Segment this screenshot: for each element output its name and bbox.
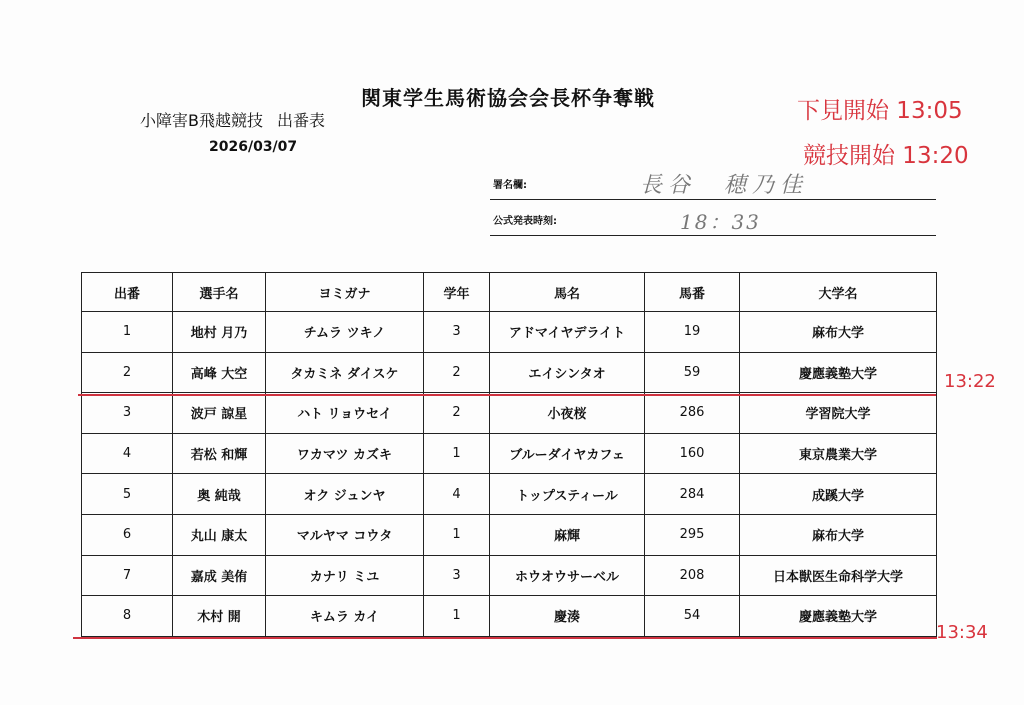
cell-horse-name: 慶湊 xyxy=(490,596,645,637)
cell-kana: ハト リョウセイ xyxy=(266,393,424,434)
cell-order: 5 xyxy=(82,474,173,515)
cell-kana: キムラ カイ xyxy=(266,596,424,637)
cell-grade: 2 xyxy=(424,393,490,434)
cell-rider-name: 若松 和輝 xyxy=(173,433,266,474)
cell-kana: カナリ ミユ xyxy=(266,555,424,596)
table-row xyxy=(82,474,937,515)
cell-rider-name: 嘉成 美侑 xyxy=(173,555,266,596)
handwritten-divider-line xyxy=(78,394,936,396)
announce-time-handwriting: 18：33 xyxy=(680,210,761,234)
header-horse-number: 馬番 xyxy=(645,273,740,312)
cell-horse-name: アドマイヤデライト xyxy=(490,312,645,353)
signature-handwriting: 長谷 穂乃佳 xyxy=(640,173,809,198)
cell-rider-name: 地村 月乃 xyxy=(173,312,266,353)
cell-order: 3 xyxy=(82,393,173,434)
cell-horse-name: ホウオウサーベル xyxy=(490,555,645,596)
cell-kana: オク ジュンヤ xyxy=(266,474,424,515)
cell-grade: 3 xyxy=(424,555,490,596)
cell-horse-name: ブルーダイヤカフェ xyxy=(490,433,645,474)
cell-grade: 3 xyxy=(424,312,490,353)
cell-horse-name: エイシンタオ xyxy=(490,352,645,393)
break-time-note: 13:22 xyxy=(944,371,996,392)
cell-university: 麻布大学 xyxy=(740,514,937,555)
header-rider-name: 選手名 xyxy=(173,273,266,312)
cell-university: 麻布大学 xyxy=(740,312,937,353)
cell-grade: 4 xyxy=(424,474,490,515)
announce-time-row xyxy=(490,210,936,236)
cell-horse-number: 19 xyxy=(645,312,740,353)
cell-order: 7 xyxy=(82,555,173,596)
table-row xyxy=(82,312,937,353)
cell-rider-name: 丸山 康太 xyxy=(173,514,266,555)
cell-university: 東京農業大学 xyxy=(740,433,937,474)
header-horse-name: 馬名 xyxy=(490,273,645,312)
document-subtitle xyxy=(140,108,325,131)
table-header-row xyxy=(82,273,937,312)
end-time-note: 13:34 xyxy=(936,622,988,643)
cell-horse-name: トップスティール xyxy=(490,474,645,515)
table-row xyxy=(82,514,937,555)
table-row xyxy=(82,352,937,393)
signature-row xyxy=(490,174,936,200)
cell-grade: 1 xyxy=(424,596,490,637)
cell-order: 8 xyxy=(82,596,173,637)
cell-kana: ワカマツ カズキ xyxy=(266,433,424,474)
document-date: 2026/03/07 xyxy=(209,139,298,155)
cell-grade: 1 xyxy=(424,514,490,555)
cell-rider-name: 波戸 諒星 xyxy=(173,393,266,434)
cell-horse-number: 295 xyxy=(645,514,740,555)
table-row xyxy=(82,433,937,474)
signature-label: 署名欄: xyxy=(493,180,527,191)
cell-kana: タカミネ ダイスケ xyxy=(266,352,424,393)
cell-horse-number: 54 xyxy=(645,596,740,637)
competition-start-note: 競技開始 13:20 xyxy=(803,143,969,169)
cell-university: 学習院大学 xyxy=(740,393,937,434)
document-title: 関東学生馬術協会会長杯争奪戦 xyxy=(361,86,655,110)
cell-kana: マルヤマ コウタ xyxy=(266,514,424,555)
cell-university: 成蹊大学 xyxy=(740,474,937,515)
cell-university: 慶應義塾大学 xyxy=(740,352,937,393)
cell-university: 慶應義塾大学 xyxy=(740,596,937,637)
cell-horse-number: 284 xyxy=(645,474,740,515)
cell-grade: 1 xyxy=(424,433,490,474)
cell-rider-name: 高峰 大空 xyxy=(173,352,266,393)
header-grade: 学年 xyxy=(424,273,490,312)
header-kana: ヨミガナ xyxy=(266,273,424,312)
cell-horse-name: 麻輝 xyxy=(490,514,645,555)
cell-order: 4 xyxy=(82,433,173,474)
event-name: 小障害B飛越競技 xyxy=(140,111,263,130)
handwritten-divider-line xyxy=(73,637,937,639)
cell-rider-name: 木村 開 xyxy=(173,596,266,637)
cell-rider-name: 奥 純哉 xyxy=(173,474,266,515)
cell-grade: 2 xyxy=(424,352,490,393)
announce-time-label: 公式発表時刻: xyxy=(493,216,557,227)
cell-order: 6 xyxy=(82,514,173,555)
table-row xyxy=(82,393,937,434)
cell-horse-number: 286 xyxy=(645,393,740,434)
header-order: 出番 xyxy=(82,273,173,312)
cell-horse-name: 小夜桜 xyxy=(490,393,645,434)
cell-horse-number: 208 xyxy=(645,555,740,596)
cell-university: 日本獣医生命科学大学 xyxy=(740,555,937,596)
document-kind: 出番表 xyxy=(276,111,325,130)
cell-order: 2 xyxy=(82,352,173,393)
header-university: 大学名 xyxy=(740,273,937,312)
table-row xyxy=(82,596,937,637)
inspection-start-note: 下見開始 13:05 xyxy=(797,98,963,124)
cell-order: 1 xyxy=(82,312,173,353)
table-row xyxy=(82,555,937,596)
start-order-table xyxy=(81,272,937,637)
cell-horse-number: 160 xyxy=(645,433,740,474)
cell-kana: チムラ ツキノ xyxy=(266,312,424,353)
cell-horse-number: 59 xyxy=(645,352,740,393)
